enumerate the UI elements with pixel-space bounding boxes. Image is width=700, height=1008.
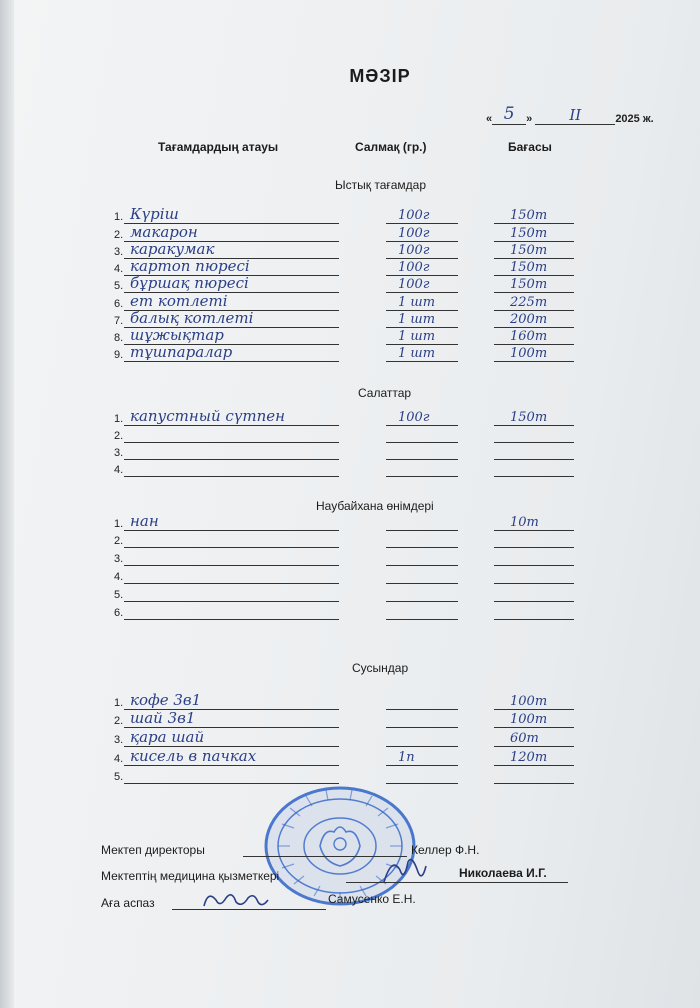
dish-name: бұршақ пюресі <box>130 274 249 292</box>
row-number: 3. <box>114 734 124 746</box>
official-seal-icon <box>262 784 418 908</box>
signature-role-medic: Мектептің медицина қызметкері <box>101 869 280 883</box>
dish-price: 160т <box>510 329 548 344</box>
dish-price: 150т <box>510 277 548 292</box>
menu-row <box>114 550 584 566</box>
dish-price: 60т <box>510 731 539 746</box>
row-number: 9. <box>114 349 124 361</box>
menu-row <box>114 205 584 224</box>
signature-role-cook: Аға аспаз <box>101 896 155 910</box>
row-number: 2. <box>114 715 124 727</box>
section-title-bakery: Наубайхана өнімдері <box>316 499 434 513</box>
dish-price: 225т <box>510 295 548 310</box>
row-number: 4. <box>114 263 124 275</box>
dish-price: 150т <box>510 243 548 258</box>
dish-weight: 1 шт <box>398 329 436 344</box>
date-month: II <box>569 106 582 124</box>
dish-price: 150т <box>510 208 548 223</box>
date-line <box>486 104 654 125</box>
row-number: 3. <box>114 553 124 565</box>
dish-weight: 100г <box>398 260 430 275</box>
date-day: 5 <box>503 104 515 124</box>
section-title-salads: Салаттар <box>358 386 412 400</box>
row-number: 4. <box>114 753 124 765</box>
menu-row <box>114 728 584 747</box>
dish-name: қара шай <box>130 728 205 746</box>
date-month-field <box>535 106 615 125</box>
signature-name-medic: Николаева И.Г. <box>459 866 547 880</box>
menu-row <box>114 343 584 362</box>
row-number: 1. <box>114 697 124 709</box>
date-day-field <box>492 104 526 125</box>
row-number: 6. <box>114 298 124 310</box>
signature-name-director: Келлер Ф.Н. <box>411 843 480 857</box>
dish-weight: 1 шт <box>398 312 436 327</box>
dish-price: 100т <box>510 694 548 709</box>
row-number: 3. <box>114 447 124 459</box>
row-number: 1. <box>114 413 124 425</box>
dish-price: 100т <box>510 346 548 361</box>
date-close-quote: » <box>526 113 533 125</box>
menu-row <box>114 709 584 728</box>
signature-role-director: Мектеп директоры <box>101 843 205 857</box>
menu-row <box>114 427 584 443</box>
menu-row <box>114 747 584 766</box>
dish-weight: 100г <box>398 410 430 425</box>
dish-price: 150т <box>510 410 548 425</box>
dish-name: балық котлеті <box>130 309 254 327</box>
dish-weight: 100г <box>398 243 430 258</box>
menu-row <box>114 604 584 620</box>
dish-name: тұшпаралар <box>130 343 233 361</box>
dish-price: 120т <box>510 750 548 765</box>
row-number: 4. <box>114 464 124 476</box>
dish-weight: 1п <box>398 750 415 765</box>
row-number: 5. <box>114 589 124 601</box>
menu-row <box>114 532 584 548</box>
menu-row <box>114 512 584 531</box>
row-number: 2. <box>114 229 124 241</box>
dish-price: 10т <box>510 515 539 530</box>
header-name: Тағамдардың атауы <box>158 140 279 154</box>
menu-row <box>114 461 584 477</box>
dish-name: капустный сүтпен <box>130 407 286 425</box>
header-price: Бағасы <box>508 140 552 154</box>
menu-row <box>114 586 584 602</box>
dish-name: кисель в пачках <box>130 747 257 765</box>
dish-weight: 1 шт <box>398 346 436 361</box>
handwritten-signature-medic <box>378 852 430 888</box>
date-open-quote: « <box>486 113 493 125</box>
dish-name: Күріш <box>130 205 179 223</box>
dish-name: ет котлеті <box>130 292 228 310</box>
row-number: 3. <box>114 246 124 258</box>
section-title-hot: Ыстық тағамдар <box>335 178 427 192</box>
dish-name: нан <box>130 512 159 530</box>
dish-weight: 100г <box>398 208 430 223</box>
row-number: 5. <box>114 771 124 783</box>
dish-weight: 1 шт <box>398 295 436 310</box>
dish-name: кофе 3в1 <box>130 691 202 709</box>
page-edge-shadow <box>0 0 14 1008</box>
row-number: 5. <box>114 280 124 292</box>
dish-weight: 100г <box>398 226 430 241</box>
menu-row <box>114 274 584 293</box>
header-weight: Салмақ (гр.) <box>355 140 427 154</box>
row-number: 1. <box>114 211 124 223</box>
handwritten-signature-cook <box>200 886 272 912</box>
dish-price: 200т <box>510 312 548 327</box>
dish-name: картоп пюресі <box>130 257 250 275</box>
menu-row <box>114 568 584 584</box>
dish-name: шай 3в1 <box>130 709 196 727</box>
row-number: 2. <box>114 430 124 442</box>
dish-weight: 100г <box>398 277 430 292</box>
row-number: 7. <box>114 315 124 327</box>
menu-row <box>114 407 584 426</box>
dish-price: 100т <box>510 712 548 727</box>
menu-row <box>114 444 584 460</box>
row-number: 8. <box>114 332 124 344</box>
menu-row <box>114 768 584 784</box>
dish-price: 150т <box>510 226 548 241</box>
date-year: 2025 ж. <box>615 113 654 125</box>
row-number: 6. <box>114 607 124 619</box>
section-title-drinks: Сусындар <box>352 661 409 675</box>
menu-row <box>114 691 584 710</box>
signature-name-cook: Самусенко Е.Н. <box>328 892 416 906</box>
row-number: 1. <box>114 518 124 530</box>
row-number: 4. <box>114 571 124 583</box>
page-title: МӘЗІР <box>349 66 411 86</box>
row-number: 2. <box>114 535 124 547</box>
dish-name: каракумак <box>130 240 215 258</box>
dish-price: 150т <box>510 260 548 275</box>
dish-name: макарон <box>130 223 198 241</box>
dish-name: шұжықтар <box>130 326 224 344</box>
